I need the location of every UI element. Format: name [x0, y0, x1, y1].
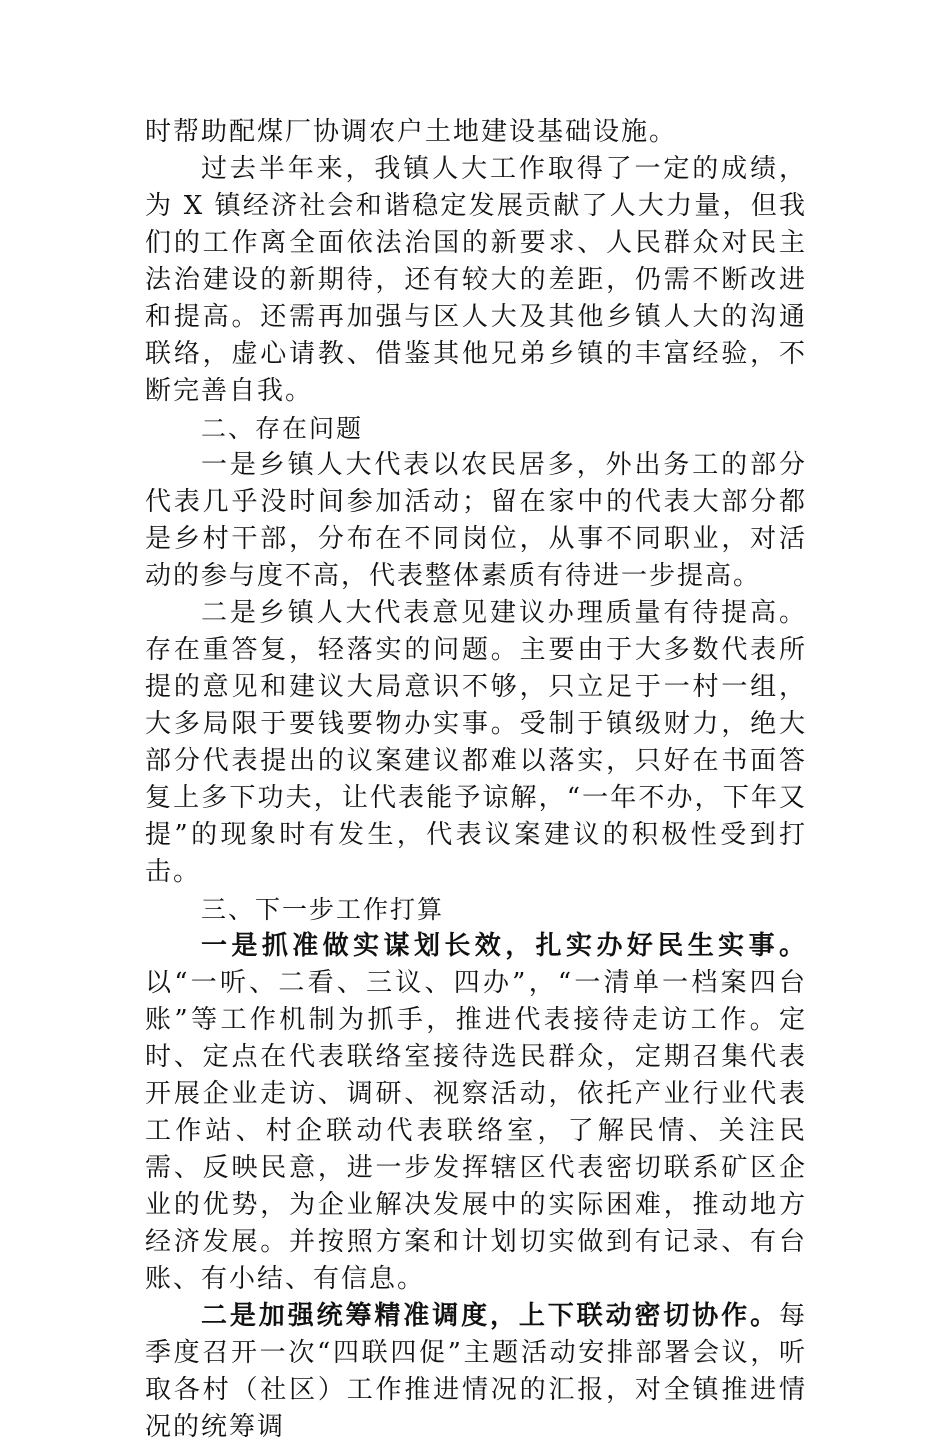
plan-2-lead: 二是加强统筹精准调度，上下联动密切协作。: [201, 1301, 779, 1331]
paragraph-plan-2: [145, 1298, 807, 1446]
paragraph-continued: 时帮助配煤厂协调农户土地建设基础设施。: [145, 117, 678, 147]
paragraph-problem-2: 二是乡镇人大代表意见建议办理质量有待提高。存在重答复，轻落实的问题。主要由于大多数代表所提的意见和建议大局意识不够，只立足于一村一组，大多局限于要钱要物办实事。受制于镇级财力，绝大部分代表提出的议案建议都难以落实，只好在书面答复上多下功夫，让代表能予谅解，“一年不办，下年又提”的现象时有发生，代表议案建议的积极性受到打击。: [145, 598, 807, 887]
document-body: [145, 114, 807, 1446]
plan-1-body: 以“一听、二看、三议、四办”，“一清单一档案四台账”等工作机制为抓手，推进代表接待走访工作。定时、定点在代表联络室接待选民群众，定期召集代表开展企业走访、调研、视察活动，依托产业行业代表工作站、村企联动代表联络室，了解民情、关注民需、反映民意，进一步发挥辖区代表密切联系矿区企业的优势，为企业解决发展中的实际困难，推动地方经济发展。并按照方案和计划切实做到有记录、有台账、有小结、有信息。: [145, 968, 807, 1294]
section-heading-next-steps: 三、下一步工作打算: [201, 895, 445, 924]
paragraph-problem-1: 一是乡镇人大代表以农民居多，外出务工的部分代表几乎没时间参加活动；留在家中的代表大部分都是乡村干部，分布在不同岗位，从事不同职业，对活动的参与度不高，代表整体素质有待进一步提高。: [145, 450, 807, 591]
section-heading-problems: 二、存在问题: [201, 414, 364, 443]
paragraph-plan-1: [145, 928, 807, 1298]
plan-2-body: 每季度召开一次“四联四促”主题活动安排部署会议，听取各村（社区）工作推进情况的汇报，对全镇推进情况的统筹调: [145, 1301, 807, 1442]
paragraph-summary: 过去半年来，我镇人大工作取得了一定的成绩，为 X 镇经济社会和谐稳定发展贡献了人大力量，但我们的工作离全面依法治国的新要求、人民群众对民主法治建设的新期待，还有较大的差距，仍需不断改进和提高。还需再加强与区人大及其他乡镇人大的沟通联络，虚心请教、借鉴其他兄弟乡镇的丰富经验，不断完善自我。: [145, 154, 807, 406]
plan-1-lead: 一是抓准做实谋划长效，扎实办好民生实事。: [201, 931, 807, 961]
